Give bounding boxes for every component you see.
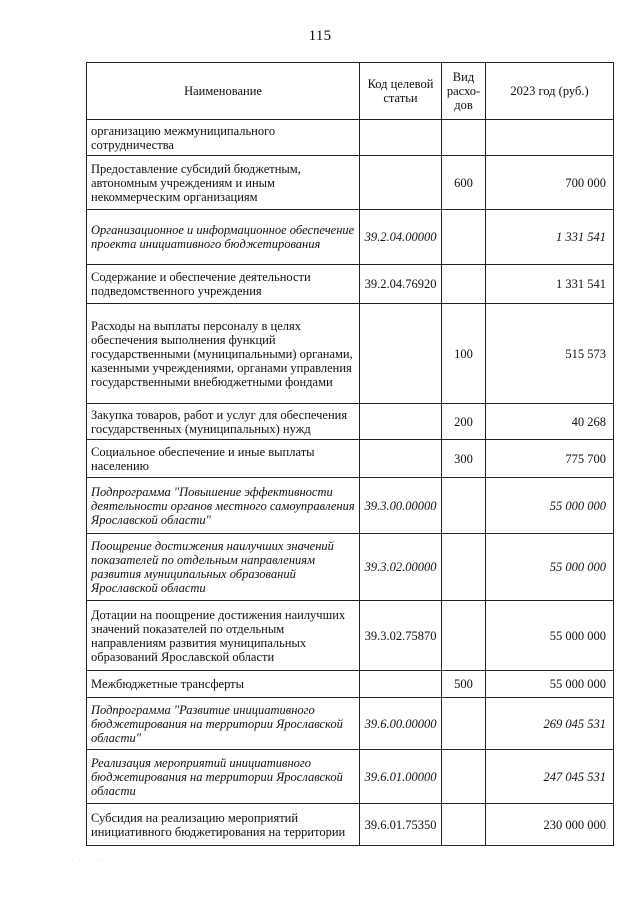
cell-name: Субсидия на реализацию мероприятий инициативного бюджетирования на территории	[87, 804, 360, 846]
cell-sum: 1 331 541	[486, 210, 614, 265]
cell-sum: 247 045 531	[486, 750, 614, 804]
cell-type	[442, 804, 486, 846]
cell-code: 39.2.04.00000	[360, 210, 442, 265]
cell-name: Дотации на поощрение достижения наилучших значений показателей по отдельным направлениям развития муниципальных образований Ярославской области	[87, 601, 360, 671]
cell-code: 39.3.02.00000	[360, 534, 442, 601]
table-row	[87, 210, 614, 265]
cell-sum: 55 000 000	[486, 534, 614, 601]
table-header-row	[87, 63, 614, 120]
scan-mark: · · · ··· ·	[64, 858, 113, 864]
cell-name: Реализация мероприятий инициативного бюджетирования на территории Ярославской области	[87, 750, 360, 804]
cell-type: 200	[442, 404, 486, 440]
cell-name: Закупка товаров, работ и услуг для обеспечения государственных (муниципальных) нужд	[87, 404, 360, 440]
cell-sum	[486, 120, 614, 156]
cell-sum: 269 045 531	[486, 698, 614, 750]
cell-type	[442, 698, 486, 750]
table-body	[87, 120, 614, 846]
cell-sum: 700 000	[486, 156, 614, 210]
cell-name: Расходы на выплаты персоналу в целях обеспечения выполнения функций государственными (муниципальными) органами, казенными учреждениями, органами управления государственными внебюджетными фондами	[87, 304, 360, 404]
cell-code: 39.3.00.00000	[360, 478, 442, 534]
cell-sum: 55 000 000	[486, 671, 614, 698]
cell-name: организацию межмуниципального сотрудничества	[87, 120, 360, 156]
cell-sum: 515 573	[486, 304, 614, 404]
cell-code	[360, 404, 442, 440]
cell-sum: 230 000 000	[486, 804, 614, 846]
cell-name: Содержание и обеспечение деятельности подведомственного учреждения	[87, 265, 360, 304]
cell-type	[442, 120, 486, 156]
cell-code	[360, 304, 442, 404]
table-row	[87, 440, 614, 478]
cell-name: Подпрограмма "Развитие инициативного бюджетирования на территории Ярославской области"	[87, 698, 360, 750]
cell-type: 100	[442, 304, 486, 404]
cell-name: Межбюджетные трансферты	[87, 671, 360, 698]
cell-code	[360, 120, 442, 156]
page-number: 115	[308, 28, 332, 44]
cell-code	[360, 156, 442, 210]
cell-type: 600	[442, 156, 486, 210]
table-row	[87, 265, 614, 304]
cell-code: 39.6.01.00000	[360, 750, 442, 804]
table-row	[87, 156, 614, 210]
table-row	[87, 534, 614, 601]
header-code: Код целевой статьи	[360, 63, 442, 120]
budget-table	[86, 62, 614, 846]
cell-name: Подпрограмма "Повышение эффективности деятельности органов местного самоуправления Ярославской области"	[87, 478, 360, 534]
cell-type	[442, 265, 486, 304]
cell-sum: 55 000 000	[486, 601, 614, 671]
cell-type	[442, 534, 486, 601]
cell-name: Социальное обеспечение и иные выплаты населению	[87, 440, 360, 478]
cell-type	[442, 478, 486, 534]
table-row	[87, 804, 614, 846]
table-row	[87, 601, 614, 671]
table-row	[87, 671, 614, 698]
cell-code: 39.2.04.76920	[360, 265, 442, 304]
table-row	[87, 698, 614, 750]
cell-sum: 55 000 000	[486, 478, 614, 534]
cell-type: 300	[442, 440, 486, 478]
header-type: Вид расхо-дов	[442, 63, 486, 120]
table-row	[87, 120, 614, 156]
cell-type: 500	[442, 671, 486, 698]
header-sum: 2023 год (руб.)	[486, 63, 614, 120]
cell-code	[360, 671, 442, 698]
cell-code: 39.6.00.00000	[360, 698, 442, 750]
cell-type	[442, 750, 486, 804]
table-row	[87, 304, 614, 404]
cell-code	[360, 440, 442, 478]
table-row	[87, 404, 614, 440]
cell-code: 39.3.02.75870	[360, 601, 442, 671]
cell-code: 39.6.01.75350	[360, 804, 442, 846]
cell-name: Предоставление субсидий бюджетным, автономным учреждениям и иным некоммерческим организациям	[87, 156, 360, 210]
table-row	[87, 478, 614, 534]
header-name: Наименование	[87, 63, 360, 120]
cell-sum: 40 268	[486, 404, 614, 440]
cell-name: Организационное и информационное обеспечение проекта инициативного бюджетирования	[87, 210, 360, 265]
cell-sum: 1 331 541	[486, 265, 614, 304]
cell-type	[442, 210, 486, 265]
table-row	[87, 750, 614, 804]
cell-name: Поощрение достижения наилучших значений показателей по отдельным направлениям развития муниципальных образований Ярославской области	[87, 534, 360, 601]
cell-sum: 775 700	[486, 440, 614, 478]
cell-type	[442, 601, 486, 671]
